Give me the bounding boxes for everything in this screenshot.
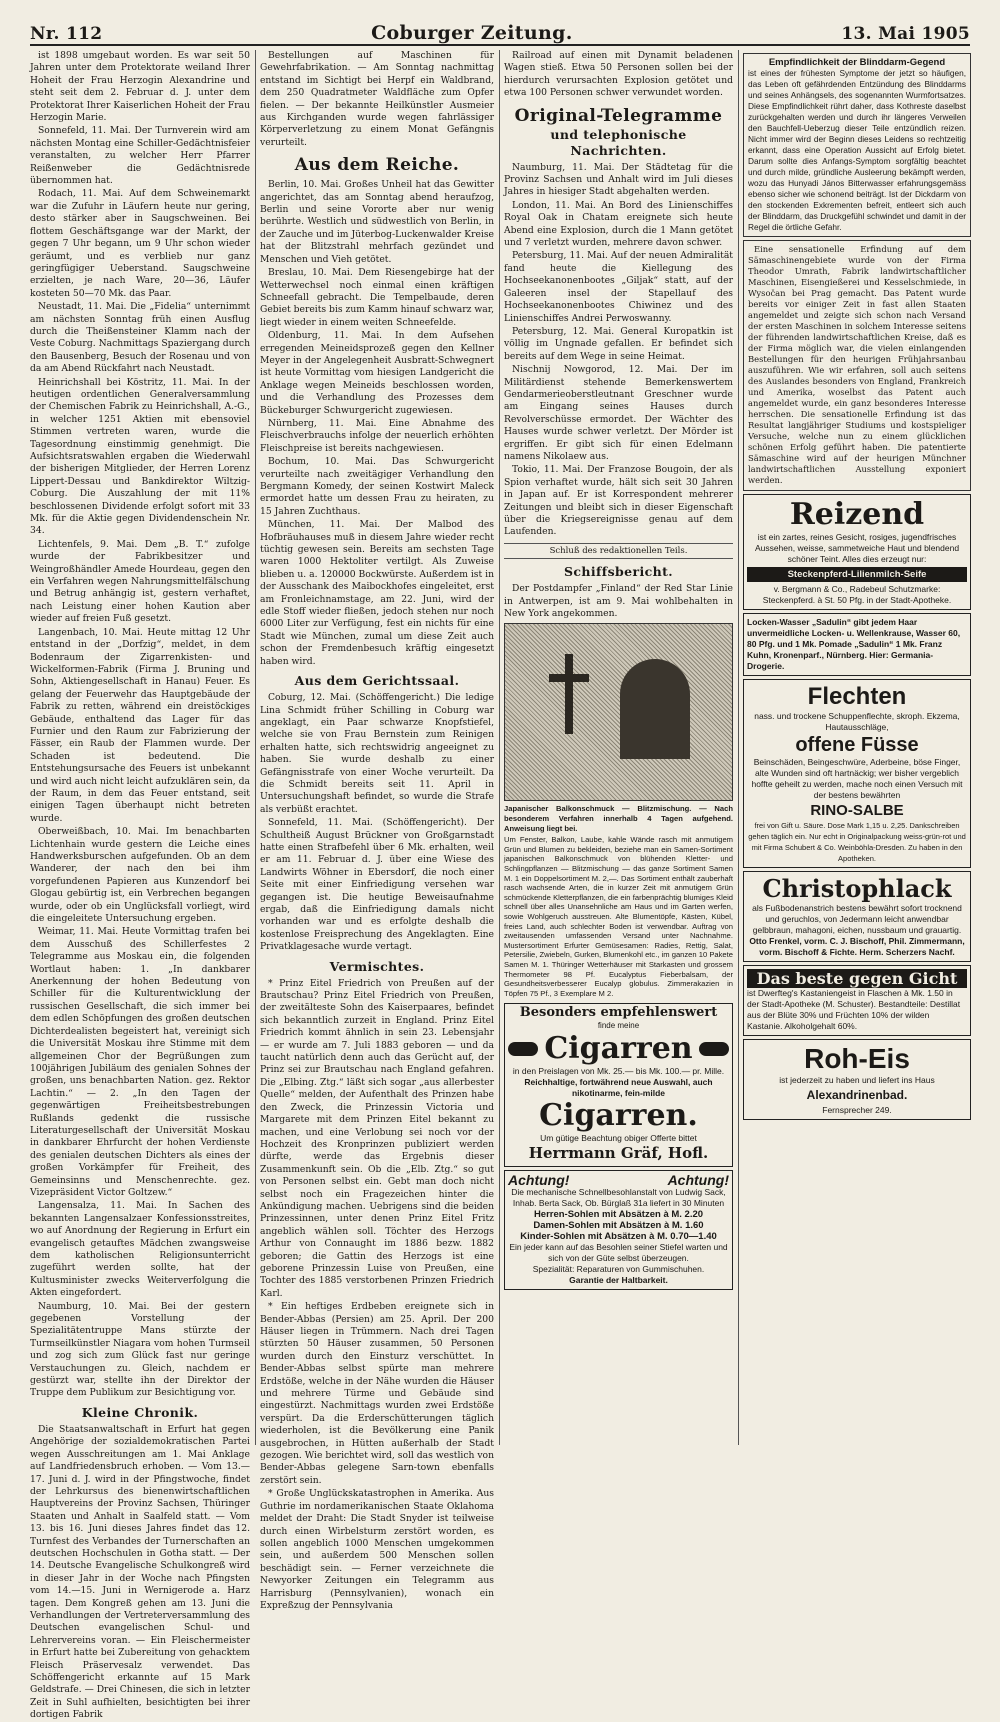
ad-reiz-title: Reizend xyxy=(789,497,925,532)
ad-gicht-text: ist Dwerfteg's Kastaniengeist in Flaschen à Mk. 1.50 in der Stadt-Apotheke (M. Schuster). Bestandteile: Destillat aus der Blüte 30% und Früchten 10% der wilden Kastanie. Alkoholgehalt 60%. xyxy=(747,988,961,1031)
ad-gicht xyxy=(743,965,971,1036)
section-subheading-telegramme: und telephonische Nachrichten. xyxy=(550,126,687,158)
blinddarm-text: ist eines der frühesten Symptome der jetzt so häufigen, das Leben oft gefährdenden Entzündung des Blinddarms und seines Anhängsels, des sogenannten Wurmfortsatzes. Diese Empfindlichkeit rührt daher, dass Kothreste daselbst zurückgehalten werden und durch ihr längeres Verweilen den Bauchfell-Ueberzug dieser Teile entzündlich reizen. Nicht immer wird der Beginn dieses Leidens so rechtzeitig erkannt, dass eine Operation Aussicht auf Erfolg bietet. Darum sollte dies Anfangs-Symptom sorgfältig beachtet und durch milde, gründliche Ausleerung bekämpft werden, wozu das Hunyadi János Bitterwasser erfahrungsgemäss ebenso sicher wie schonend beiträgt. Ist der Dickdarm von den stockenden Exkrementen befreit, entleert sich auch der Blinddarm, das Druckgefühl schwindet und damit in der Regel die örtliche Gefahr. xyxy=(748,68,966,232)
ad-reizend xyxy=(743,494,971,610)
ad-christophlack xyxy=(743,871,971,962)
cross-shape xyxy=(565,654,573,734)
ad-christ-title: Christophlack xyxy=(762,874,952,903)
article-text: Lichtenfels, 9. Mai. Dem „B. T.“ zufolge wurde der Fabrikbesitzer und Weingroßhändler Amede Hourdeau, gegen den ein Verfahren wegen Nahrungsmittelfälschung und Betrug anhängig ist, gestern verhaftet, nach Leistung einer hohen Kaution aber wieder auf freien Fuß gesetzt. xyxy=(30,538,250,625)
article-text: Langensalza, 11. Mai. In Sachen des bekannten Langensalzaer Konfessionsstreites, wo auf Anordnung der Regierung in Erfurt ein evangelisch getauftes Mädchen zwangsweise dem katholischen Religionsunterricht zugeführt werden sollte, hat der Kultusminister zwecks Weiterverfolgung die Akten eingefordert. xyxy=(30,1200,250,1299)
article-text: Tokio, 11. Mai. Der Franzose Bougoin, der als Spion verhaftet wurde, hält sich seit 30 Jahren in Japan auf. Er ist Korrespondent mehrerer Zeitungen und bleibt sich in dieser Eigenschaft über die Kriegsereignisse genau auf dem Laufenden. xyxy=(504,464,733,538)
invention-notice xyxy=(743,240,971,491)
ad-reiz-soap: Steckenpferd-Lilienmilch-Seife xyxy=(747,567,967,582)
ad-gicht-title: Das beste gegen Gicht xyxy=(747,969,967,988)
column-1 xyxy=(30,50,250,1721)
article-text: * Prinz Eitel Friedrich von Preußen auf der Brautschau? Prinz Eitel Friedrich von Preußen, der zweitälteste Sohn des Kaiserpaares, befindet sich bekanntlich zurzeit in England. Prinz Eitel Friedrich kommt ähnlich in sein 23. Lebensjahr — er wurde am 7. Juli 1883 geboren — und da taucht natürlich denn auch das Gerücht auf, der Prinz sei zur Brautschau nach England gefahren. Die „Elbing. Ztg.“ läßt sich sogar „aus allerbester Quelle“ melden, der Aufenthalt des Prinzen habe den Zweck, die Prinzessin Victoria und Margarete mit dem Prinzen Eitel bekannt zu machen, und eine Verlobung sei noch vor der Hochzeit des Kronprinzen publiziert werden dürfte, werde das Ergebnis dieser Zusammenkunft sein. Ob die „Elb. Ztg.“ so gut von Personen selbst ein. Gebt man doch nicht selbst noch ein Fragezeichen hinter die Ankündigung machen. Uebrigens sind die beiden Prinzessinnen, unter denen Prinz Eitel Fritz angeblich wählen soll. Töchter des Herzogs Arthur von Connaught im 1886 bezw. 1882 geboren; die Gattin des Herzogs ist eine geborene Prinzessin Luise von Preußen, eine Tochter des 1885 verstorbenen Prinzen Friedrich Karl. xyxy=(260,977,494,1299)
article-text: Neustadt, 11. Mai. Die „Fidelia“ unternimmt am nächsten Sonntag früh einen Ausflug durch die Theißensteiner Klamm nach der Veste Coburg. Nachmittags Spaziergang durch den Bausenberg, Besuch der Rosenau und von da am Abend Rückfahrt nach Neustadt. xyxy=(30,301,250,375)
article-text: Die Staatsanwaltschaft in Erfurt hat gegen Angehörige der sozialdemokratischen Partei wegen Ausschreitungen am 1. Mai Anklage auf Landfriedensbruch erhoben. — Vom 13.—17. Juni d. J. wird in der Pfingstwoche, findet der Lehrkursus des bienenwirtschaftlichen Hauptvereins der Provinz Sachsen, Thüringer Staaten und Anhalt in Saalfeld statt. — Vom 13. bis 16. Juni dieses Jahres findet das 12. Turnfest des Verbandes der Turnerschaften an deutschen Hochschulen in Gotha statt. — Der 14. Deutsche Evangelische Schulkongreß wird in dieser Jahr in der Woche nach Pfingsten vom 14.—15. Juni in Wernigerode a. Harz tagen. Dem Kongreß gehen am 13. Juni die Verhandlungen der Vertreterversammlung des Deutschen evangelischen Schul- und Lehrervereins voran. — Ein Fleischermeister in Erfurt hatte bei Zubereitung von gehacktem Fleisch Präservesalz verwendet. Das Schöffengericht erkannte auf 15 Mark Geldstrafe. — Drei Chinesen, die sich in letzter Zeit in Suhl aufhielten, besichtigten bei ihrer dortigen Fabrik xyxy=(30,1423,250,1721)
ad-cig-big: Cigarren xyxy=(544,1031,693,1067)
ad-ach-text: Spezialität: Reparaturen von Gummischuhen. xyxy=(532,1263,705,1274)
balcony-flowers-illustration xyxy=(504,623,733,801)
article-text: Oberweißbach, 10. Mai. Im benachbarten Lichtenhain wurde gestern die Leiche eines Handwerksburschen aufgefunden. Ob an dem Wanderer, der nach den bei ihm vorgefundenen Papieren aus Kunzendorf bei Glogau gebürtig ist, ein Verbrechen begangen wurde, oder ob ein Unglücksfall vorliegt, wird die eingeleitete Untersuchung ergeben. xyxy=(30,826,250,925)
issue-number: Nr. 112 xyxy=(30,24,103,44)
section-heading-gerichtssaal: Aus dem Gerichtssaal. xyxy=(294,673,460,689)
article-text: Petersburg, 11. Mai. Auf der neuen Admiralität fand heute die Kiellegung des Hochseekanonenbootes „Giljak“ statt, auf der Galeeren insel der Stapellauf des Hochseekanonenbootes Chiwinez und des Linienschiffes Andrei Perwoswanny. xyxy=(504,250,733,324)
ad-achtung xyxy=(504,1170,733,1289)
section-heading-telegramme: Original-Telegramme xyxy=(514,105,723,126)
ad-roh-text: ist jederzeit zu haben und liefert ins Haus xyxy=(779,1075,935,1085)
ad-rino-title: RINO-SALBE xyxy=(810,802,904,819)
ad-roh-place: Alexandrinenbad. xyxy=(806,1088,908,1102)
blinddarm-notice xyxy=(743,53,971,237)
ad-locken xyxy=(743,613,971,676)
column-3 xyxy=(504,50,733,1445)
article-text: Breslau, 10. Mai. Dem Riesengebirge hat der Wetterwechsel noch einmal einen kräftigen Schneefall gebracht. Die Tempelbaude, deren Gebiet bereits bis zum Kamm hinauf schwarz war, liegt wieder in einem weiten Schneefelde. xyxy=(260,267,494,328)
article-text: Weimar, 11. Mai. Heute Vormittag trafen bei dem Ausschuß des Schillerfestes 2 Telegramme aus Moskau ein, die folgenden Wortlaut haben: 1. „In dankbarer Anerkennung der hohen Bedeutung von Schiller für die Kulturentwicklung der russischen Gesellschaft, die sich immer bei dem edlen Schöpfungen des großen deutschen Dichterdealisten begeistert hat, vereinigt sich die Universität Moskau ihre Stimme mit dem allgemeinen Chor der Begrüßungen zum 100jährigen Jubiläum des genialen Sohnes der großen, uns benachbarten Nation. gez. Rektor Lachtin.“ — 2. „In den Tagen der gegenwärtigen Freiheitsbestrebungen Rußlands gedenkt die russische Literaturgesellschaft der Universität Moskau in dankbarer Ehrfurcht der hohen Verdienste des genialen deutschen Dichters als eines der großen Vorkämpfer für Freiheit, des Gemeinsinns und Menschenrechte. gez. Vizepräsident Victor Goltzew.“ xyxy=(30,926,250,1198)
article-text: Naumburg, 11. Mai. Der Städtetag für die Provinz Sachsen und Anhalt wird im Juli dieses Jahres in hiesiger Stadt abgehalten werden. xyxy=(504,161,733,198)
ad-balkon-heading: Japanischer Balkonschmuck — Blitzmischung. — Nach besonderem Verfahren innerhalb 4 Tagen aufgehend. Anweisung liegt bei. xyxy=(504,804,733,833)
ad-cig-prices: in den Preislagen von Mk. 25.— bis Mk. 100.— pr. Mille. xyxy=(512,1066,725,1077)
article-text: Eine sensationelle Erfindung auf dem Sämaschinengebiete wurde von der Firma Theodor Umrath, Fabrik landwirtschaftlicher Maschinen, Eisengießerei und Kesselschmiede, in Wysočan bei Prag gemacht. Das Patent wurde bereits vor einiger Zeit in fast allen Staaten angemeldet und zeigte sich schon nach Versand der ersten Maschinen in solchem Interesse seitens der führenden landwirtschaftlichen Kreise, daß es der Firma möglich war, die vielen einlangenden Bestellungen für den heurigen Frühjahrsanbau auszuführen. Wie wir erfahren, soll auch seitens des Auslandes besonders von England, Frankreich und Amerika, woselbst das Patent auch angemeldet wurde, ein ganz besonderes Interesse herrschen. Die sensationelle Erfindung ist das Resultat langjähriger Studiums und kostspieliger Versuche, welche nun zu einem glücklichen schönen Erfolg geführt haben. Die patentierte Sämaschine wird auf der heurigen Münchner landwirtschaftlichen Ausstellung exponiert werden. xyxy=(748,244,966,485)
article-text: Berlin, 10. Mai. Großes Unheil hat das Gewitter angerichtet, das am Sonntag abend heraufzog, Berlin und seine Vororte aber nur wenig berührte. Westlich und südwestlich von Berlin, in der Zauche und im Jüterbog-Luckenwalder Kreise hat der Blitzstrahl mehrfach gezündet und Menschen und Vieh getötet. xyxy=(260,179,494,265)
ad-ach-price: Damen-Sohlen mit Absätzen à M. 1.60 xyxy=(533,1219,704,1231)
article-text: Rodach, 11. Mai. Auf dem Schweinemarkt war die Zufuhr in Läufern heute nur gering, desto stärker aber in Saugschweinen. Bei flottem Geschäftsgange war der Markt, der gegen 7 Uhr begann, um 9 Uhr schon wieder geräumt, und es verblieb nur ganz geringfügiger Ueberstand. Saugschweine erzielten, je nach Ware, 20—36, Läufer kosteten 50—70 Mk. das Paar. xyxy=(30,188,250,299)
article-text: Langenbach, 10. Mai. Heute mittag 12 Uhr entstand in der „Dorfzig“, meldet, in dem Bodenraum der Zigarrenkisten- und Wickelformen-Fabrik (Firma J. Bruning und Sohn, Aktiengesellschaft in Hanau) Feuer. Es gelang der Feuerwehr das Hauptgebäude der Fabrik zu retten, während ein dreistöckiges Gebäude, enthaltend das Lager für das Furnier und den Raum zur Fabrizierung der Fässer, ein Raub der Flammen wurde. Der Schaden ist bedeutend. Die Entstehungsursache des Feuers ist unbekannt und wird auch nicht leicht aufzuklären sein, da der Raum, in dem das Feuer entstand, seit einigen Tagen überhaupt nicht betreten wurde. xyxy=(30,626,250,824)
ad-achtung-left: Achtung! xyxy=(508,1172,570,1189)
article-text: Bestellungen auf Maschinen für Gewehrfabrikation. — Am Sonntag nachmittag entstand im Sichtigt bei Herpf ein Waldbrand, dem 250 Quadratmeter Waldfläche zum Opfer fielen. — Der bekannte Heilkünstler Ausmeier aus Kirchganden wurde wegen fahrlässiger Körperverletzung zu einem Monat Gefängnis verurteilt. xyxy=(260,50,494,148)
column-rule xyxy=(738,50,739,1445)
article-text: Railroad auf einen mit Dynamit beladenen Wagen stieß. Etwa 50 Personen sollen bei der hierdurch verursachten Explosion getötet und etwa 100 Personen schwer verwundet worden. xyxy=(504,50,733,99)
article-text: London, 11. Mai. An Bord des Linienschiffes Royal Oak in Chatam ereignete sich heute Abend eine Explosion, durch die 1 Mann getötet und 7 verletzt wurden, mehrere davon schwer. xyxy=(504,199,733,249)
article-text: ist 1898 umgebaut worden. Es war seit 50 Jahren unter dem Protektorate weiland Ihrer Hoheit der Frau Herzogin Alexandrine und steht seit dem 2. Februar d. J. unter dem Protektorat Ihrer Kaiserlichen Hoheit der Frau Herzogin Marie. xyxy=(30,50,250,124)
cross-shape xyxy=(549,674,589,682)
ad-roh-title: Roh-Eis xyxy=(804,1043,910,1074)
ad-ach-text: Die mechanische Schnellbesohlanstalt von Ludwig Sack, Inhab. Berta Sack, Ob. Bürglaß 31a liefert in 30 Minuten xyxy=(511,1186,726,1208)
section-heading-aus-dem-reiche: Aus dem Reiche. xyxy=(294,155,460,176)
article-text: Heinrichshall bei Köstritz, 11. Mai. In der heutigen ordentlichen Generalversammlung der Chemischen Fabrik zu Heinrichshall, A.-G., in welcher 1251 Aktien mit ebensoviel Stimmen vertreten waren, wurde die Tagesordnung einstimmig genehmigt. Die Aufsichtsratswahlen ergaben die Wiederwahl der bisherigen Mitglieder, der Herren Lorenz Lippert-Dessau und Bankdirektor Wiltzig-Coburg. Die Auszahlung der mit 11% beschlossenen Dividende erfolgt sofort mit 33 Mk. für die Aktie gegen Dividendenschein Nr. 34. xyxy=(30,376,250,537)
section-heading-vermischtes: Vermischtes. xyxy=(329,958,425,974)
article-text: Bochum, 10. Mai. Das Schwurgericht verurteilte nach zweitägiger Verhandlung den Bergmann Komedy, der seinen Kostwirt Maleck ermordet hatte um dessen Frau zu heiraten, zu 15 Jahren Zuchthaus. xyxy=(260,456,494,517)
ad-fuesse-title: offene Füsse xyxy=(795,734,919,756)
ad-cig-line: Reichhaltige, fortwährend neue Auswahl, auch nikotinarme, fein-milde xyxy=(524,1077,713,1099)
article-text: * Ein heftiges Erdbeben ereignete sich in Bender-Abbas (Persien) am 25. April. Der 200 Häuser liegen in Trümmern. Nach drei Tagen stürzten 50 Häuser zusammen, 50 Personen wurden durch den Einsturz verschüttet. In Bender-Abbas selbst spürte man mehrere Erdstöße, welche in der Nähe wurden die Häuser und mehrere Türme und Gebäude sind eingestürzt. Nachmittags wurden zwei Erdstöße verspürt. Da die Erderschütterungen täglich wiederholen, ist die Bevölkerung eine Panik ausgebrochen, in Hütten außerhalb der Stadt gezogen. Wie berichtet wird, soll das westlich von Bender-Abbas gelegene Sarn-town ebenfalls zerstört sein. xyxy=(260,1301,494,1486)
ad-roh-eis xyxy=(743,1039,971,1120)
article-text: Sonnefeld, 11. Mai. Der Turnverein wird am nächsten Montag eine Schiller-Gedächtnisfeier veranstalten, zu welcher Herr Pfarrer Reißenweber die Gedächtnisrede übernommen hat. xyxy=(30,125,250,187)
ad-rino-text: frei von Gift u. Säure. Dose Mark 1,15 u. 2,25. Dankschreiben gehen täglich ein. Nur echt in Originalpackung weiss-grün-rot und mit Firma Schubert & Co. Weinböhla-Dresden. Zu haben in den Apotheken. xyxy=(748,821,966,863)
article-text: München, 11. Mai. Der Malbod des Hofbräuhauses muß in diesem Jahre wieder recht tüchtig gewesen sein. Bereits am sechsten Tage waren 1000 Hektoliter vertilgt. Als Zuweise blieben u. a. 120000 Bockwürste. Außerdem ist in der Ausschank des Maibockhofes eingeleitet, erst am Fronleichnamstage, am 22. Juni, wird der edle Stoff wieder fließen, jedoch stehen nur noch 6000 Liter zur Verfügung, fest ein nichts für eine Stadt wie München, zumal um diese Zeit auch schon der Fremdenbesuch kräftig eingesetzt haben wird. xyxy=(260,519,494,667)
ad-reiz-firm: v. Bergmann & Co., Radebeul Schutzmarke: Steckenpferd. à St. 50 Pfg. in der Stadt-Apotheke. xyxy=(762,584,952,605)
section-heading-kleine-chronik: Kleine Chronik. xyxy=(81,1404,199,1420)
ad-roh-phone: Fernsprecher 249. xyxy=(822,1105,892,1115)
section-heading-schiffsbericht: Schiffsbericht. xyxy=(563,564,674,580)
newspaper-title: Coburger Zeitung. xyxy=(371,22,573,44)
editorial-end-rule: Schluß des redaktionellen Teils. xyxy=(504,543,733,559)
article-text: Oldenburg, 11. Mai. In dem Aufsehen erregenden Meineidsprozeß gegen den Kellner Meyer in der Angelegenheit Ausbratt-Schwegnert ist heute Vormittag vom hiesigen Landgericht die Anklage wegen Meineids beschlossen worden, und die Verhandlung des Prozesses dem Bückeburger Schwurgericht zugewiesen. xyxy=(260,330,494,416)
ad-christ-firms: Otto Frenkel, vorm. C. J. Bischoff, Phil. Zimmermann, vorm. Bischoff & Fichte. Herm. Scherzers Nachf. xyxy=(749,936,965,957)
ad-ach-price: Herren-Sohlen mit Absätzen à M. 2.20 xyxy=(533,1208,704,1220)
article-text: Sonnefeld, 11. Mai. (Schöffengericht). Der Schultheiß August Brückner von Großgarnstadt hatte einen Strafbefehl über 6 Mk. erhalten, weil er am 11. Februar d. J. über eine Wiese des Landwirts Wöhner in Ebersdorf, die noch einer Seite mit einer Einfriedigung versehen war gegangen ist. Die heutige Beweisaufnahme ergab, daß die Einfriedigung damals nicht vorhanden war und es erfolgte deshalb die kostenlose Freisprechung des Angeklagten. Eine Privatklagesache wurde vertagt. xyxy=(260,817,494,953)
article-text: Coburg, 12. Mai. (Schöffengericht.) Die ledige Lina Schmidt früher Schilling in Coburg war angeklagt, ein Paar schwarze Knopfstiefel, welche sie von Frau Bernstein zum Reinigen erhalten hatte, sich rechtswidrig angeeignet zu haben. Sie wurde deshalb zu einer Gefängnisstrafe von einer Woche verurteilt. Da die Schmidt bereits seit 11. April in Untersuchungshaft befindet, so wurde die Strafe als verbüßt erachtet. xyxy=(260,692,494,815)
ad-cigarren xyxy=(504,1003,733,1167)
window-arch-shape xyxy=(620,659,690,759)
ad-cig-meine: finde meine xyxy=(597,1020,640,1030)
ad-flech-title: Flechten xyxy=(807,683,907,710)
article-text: Petersburg, 12. Mai. General Kuropatkin ist völlig im Ungnade gefallen. Er befindet sich bereits auf dem Wege in seine Heimat. xyxy=(504,325,733,362)
column-4 xyxy=(743,50,971,1445)
article-text: Der Postdampfer „Finland“ der Red Star Linie in Antwerpen, ist am 9. Mai wohlbehalten in New York angekommen. xyxy=(504,583,733,620)
ad-flechten xyxy=(743,679,971,868)
column-rule xyxy=(499,50,500,1445)
ad-cig-top: Besonders empfehlenswert xyxy=(519,1005,718,1021)
column-2 xyxy=(260,50,494,1611)
ad-balkon-text: Um Fenster, Balkon, Laube, kahle Wände rasch mit anmutigem Grün und Blumen zu bekleiden, beziehe man ein Samen-Sortiment japanischen Balkonschmuck von blühenden Kletter- und Schlingpflanzen — Blitzmischung — das ganze Sortiment Samen M. 1 ein Doppelsortiment M. 2,—. Das Sortiment enthält zauberhaft rasch wachsende Arten, die in kurzer Zeit mit anmutigem Grün schmückende Kletterpflanzen, die ein farbenprächtig blumiges Kleid schnell über alles Unansehnliche am Haus und im Garten werfen, sowie Wohlgeruch ausstreuen. Alte Blumentöpfe, Kästen, Kübel, freies Land, auch schlechter Boden ist verwendbar. Auftrag von zweitausenden umfassenden Versand unter Nachnahme. Mustersortiment Erfurter Gemüsesamen: Radies, Rettig, Salat, Petersilie, Zwiebeln, Gurken, Blumenkohl etc., im ganzen 10 Pakete Samen M. 1. Thüringer Wetterhäuser mit Starkasten und grossem Thermometer 98 Pf. Eucalyptus Fieberbalsam, der Gesundheitsverbesserer Eucalyp globulus. Zimmerakazien in Töpfen 75 Pf., 3 Exemplare M 2. xyxy=(504,835,733,998)
ad-flech-text: nass. und trockene Schuppenflechte, skroph. Ekzema, Hautausschläge, xyxy=(754,711,960,732)
ad-fuesse-text: Beinschäden, Beingeschwüre, Aderbeine, böse Finger, alte Wunden sind oft hartnäckig; wer bisher vergeblich hoffte geheilt zu werden, mache noch einen Versuch mit der bestens bewährten xyxy=(751,757,963,800)
column-rule xyxy=(255,50,256,1445)
issue-date: 13. Mai 1905 xyxy=(841,24,970,44)
ad-reiz-text: ist ein zartes, reines Gesicht, rosiges, jugendfrisches Aussehen, weisse, sammetweiche Haut und blendend schöner Teint. Alles dies erzeugt nur: xyxy=(754,532,960,564)
blinddarm-heading: Empfindlichkeit der Blinddarm-Gegend xyxy=(768,57,946,68)
ad-cig-bitte: Um gütige Beachtung obiger Offerte bittet xyxy=(540,1133,697,1144)
ad-ach-price: Kinder-Sohlen mit Absätzen à M. 0.70—1.40 xyxy=(520,1230,717,1242)
article-text: Nischnij Nowgorod, 12. Mai. Der im Militärdienst stehende Bemerkenswertem Gendarmerieoberstleutnant Greschner wurde am Eingang seines Hauses durch Revolverschüsse ermordet. Der Wächter des Hauses wurde schwer verletzt. Der Mörder ist ergriffen. Er gibt sich für einen Edelmann namens Nikolaew aus. xyxy=(504,364,733,462)
pointing-hand-icon xyxy=(508,1042,538,1056)
ad-ach-text: Garantie der Haltbarkeit. xyxy=(569,1274,668,1285)
ad-achtung-right: Achtung! xyxy=(667,1172,729,1189)
article-text: * Große Unglückskatastrophen in Amerika. Aus Guthrie im nordamerikanischen Staate Oklahoma meldet der Draht: Die Stadt Snyder ist teilweise durch einen Wirbelsturm zerstört worden, es sollen angeblich 1000 Menschen umgekommen sein, und außerdem 500 Menschen sollen beschädigt sein. — Ferner verzeichnete die Newyorker Zeitungen ein Telegramm aus Harrisburg (Pennsylvanien), wonach ein Expreßzug der Pennsylvania xyxy=(260,1488,494,1611)
ad-cig-firm: Herrmann Gräf, Hofl. xyxy=(528,1144,709,1163)
ad-christ-text: als Fußbodenanstrich bestens bewährt sofort trocknend und geruchlos, von Jedermann leicht anwendbar gelbbraun, mahagoni, eichen, nussbaum und grauartig. xyxy=(752,903,962,935)
ad-cig-big2: Cigarren. xyxy=(539,1098,698,1134)
ad-ach-text: Ein jeder kann auf das Besohlen seiner Stiefel warten und sich von der Güte selbst überzeugen. xyxy=(509,1241,728,1263)
article-text: Nürnberg, 11. Mai. Eine Abnahme des Fleischverbrauchs infolge der neuerlich erhöhten Fleischpreise ist bereits nachgewiesen. xyxy=(260,417,494,454)
article-text: Naumburg, 10. Mai. Bei der gestern gegebenen Vorstellung der Spezialitätentruppe Mans stürzte der Turmseilkünstler Niagara vom hohen Turmseil und zog sich zum Glück fast nur geringe Verstauchungen zu. Gleich, nachdem er gestürzt war, stellte ihn der Direktor der Truppe dem Publikum zur Besichtigung vor. xyxy=(30,1300,250,1399)
pointing-hand-icon xyxy=(699,1042,729,1056)
ad-locken-text: Locken-Wasser „Sadulin“ gibt jedem Haar unvermeidliche Locken- u. Wellenkrause, Wasser 60, 80 Pfg. und 1 Mk. Pomade „Sadulin“ 1 Mk. Franz Kuhn, Kronenparf., Nürnberg. Hier: Germania-Drogerie. xyxy=(747,617,961,671)
masthead xyxy=(30,18,970,46)
